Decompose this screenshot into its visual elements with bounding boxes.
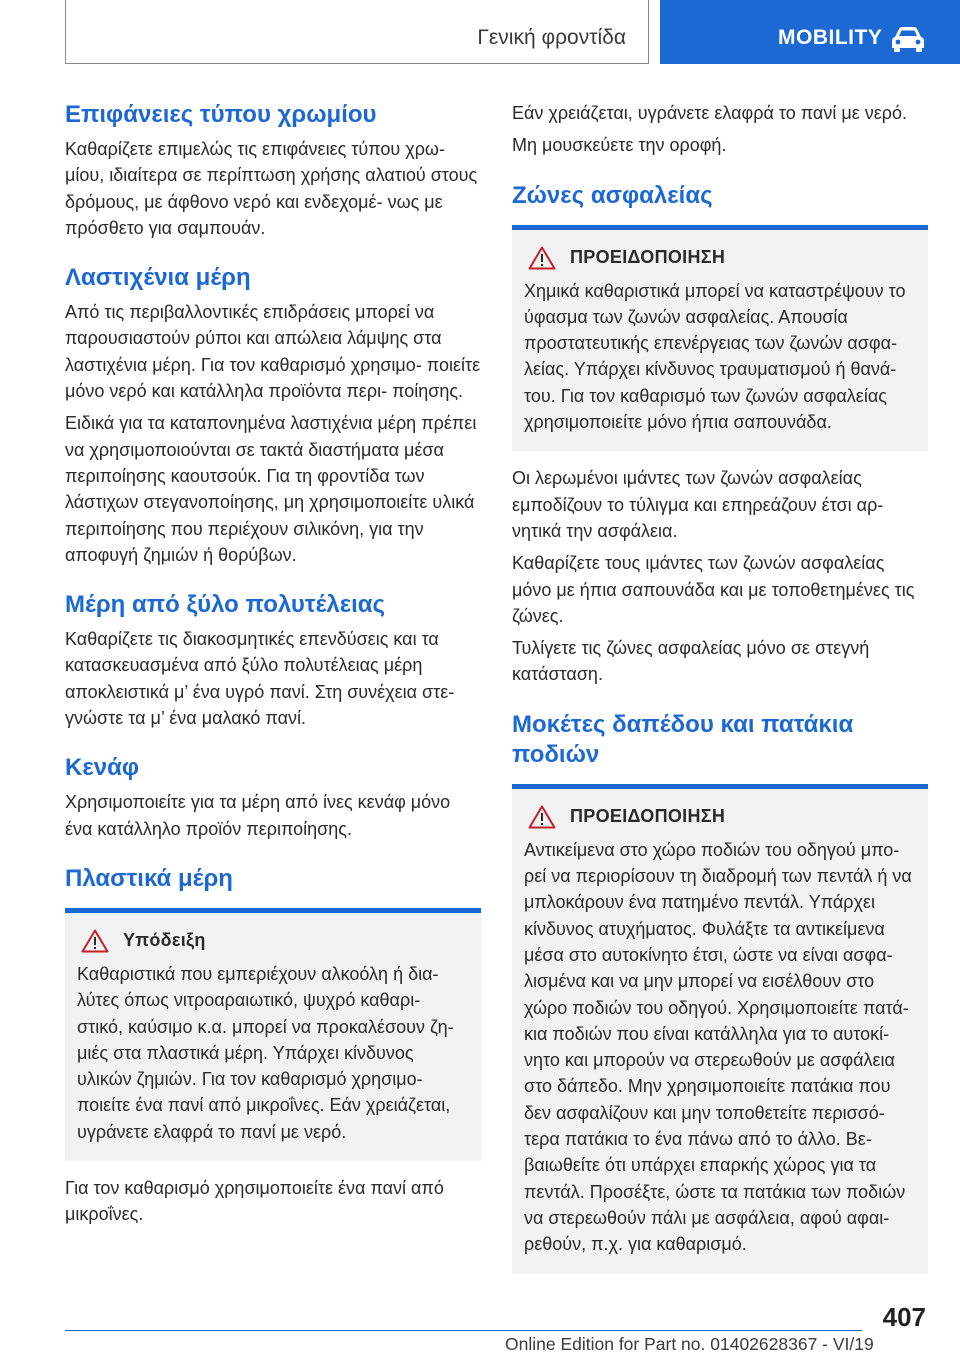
paragraph: Οι λερωμένοι ιμάντες των ζωνών ασφαλείας εμποδίζουν το τύλιγμα και επηρεάζουν έτσι αρ‐ νητικά την ασφάλεια. [512,468,884,541]
page-header [0,0,960,64]
brand-tab [660,0,960,64]
section-title-box [65,0,649,64]
footer-edition-text: Online Edition for Part no. 01402628367 - VI/19 [505,1334,874,1354]
section-title: Γενική φροντίδα [477,26,626,49]
warning-triangle-icon [528,246,556,270]
paragraph: Καθαρίζετε τις διακοσμητικές επενδύσεις και τα κατασκευασμένα από ξύλο πολυτέλειας μέρη αποκλειστικά μ’ ένα υγρό πανί. Στη συνέχεια στε‐ γνώστε τα μ’ ένα μαλακό πανί. [65,629,455,729]
paragraph: Από τις περιβαλλοντικές επιδράσεις μπορεί να παρουσιαστούν ρύποι και απώλεια λάμψης στα λαστιχένια μέρη. Για τον καθαρισμό χρησιμο‐ ποιείτε μόνο νερό και κατάλληλα προϊόντα περι‐ ποίησης. [65,302,481,402]
note-header [77,929,471,953]
heading-seat-belts: Ζώνες ασφαλείας [512,181,713,209]
paragraph: Εάν χρειάζεται, υγράνετε ελαφρά το πανί με νερό. [512,103,907,123]
warning-title: ΠΡΟΕΙΔΟΠΟΙΗΣΗ [570,806,726,827]
left-column [65,100,481,1234]
heading-plastic-parts: Πλαστικά μέρη [65,864,233,892]
footer-divider [65,1330,862,1331]
note-box [65,908,481,1161]
warning-text: Χημικά καθαριστικά μπορεί να καταστρέψουν το ύφασμα των ζωνών ασφαλείας. Απουσία προστατευτικής επενέργειας των ζωνών ασφα‐ λείας. Υπάρχει κίνδυνος τραυματισμού ή θανά‐ του. Για τον καθαρισμό των ζωνών ασφαλείας χρησιμοποιείτε μόνο ήπια σαπουνάδα. [524,280,906,433]
page-number: 407 [882,1302,926,1332]
note-text: Καθαριστικά που εμπεριέχουν αλκοόλη ή δια‐ λύτες όπως νιτροαραιωτικό, ψυχρό καθαρι‐ στικό, καύσιμο κ.α. μπορεί να προκαλέσουν ζη‐ μιές στα πλαστικά μέρη. Υπάρχει κίνδυνος υλικών ζημιών. Για τον καθαρισμό χρησιμο‐ ποιείτε ένα πανί από μικροΐνες. Εάν χρειάζεται, υγράνετε ελαφρά το πανί με νερό. [77,963,454,1142]
paragraph: Για τον καθαρισμό χρησιμοποιείτε ένα πανί από μικροΐνες. [65,1178,444,1225]
warning-text: Αντικείμενα στο χώρο ποδιών του οδηγού μπο‐ ρεί να περιορίσουν τη διαδρομή των πεντάλ ή να μπλοκάρουν ένα πατημένο πεντάλ. Υπάρχει κίνδυνος ατυχήματος. Φυλάξτε τα αντικείμενα μέσα στο αυτοκίνητο έτσι, ώστε να είναι ασφα‐ λισμένα και να μην μπορεί να εισέλθουν στο χώρο ποδιών του οδηγού. Χρησιμοποιείτε πατά‐ κια ποδιών που είναι κατάλληλα για το αυτοκί‐ νητο και μπορούν να στερεωθούν με ασφάλεια στο δάπεδο. Μην χρησιμοποιείτε πατάκια που δεν ασφαλίζουν και μην τοποθετείτε περισσό‐ τερα πατάκια το ένα πάνω από το άλλο. Βε‐ βαιωθείτε ότι υπάρχει επαρκής χώρος για τα πεντάλ. Προσέξτε, ώστε τα πατάκια των ποδιών να στερεωθούν πάλι με ασφάλεια, αφού αφαι‐ ρεθούν, π.χ. για καθαρισμό. [524,839,912,1255]
paragraph: Καθαρίζετε επιμελώς τις επιφάνειες τύπου χρω‐ μίου, ιδιαίτερα σε περίπτωση χρήσης αλατιού στους δρόμους, με άφθονο νερό και ενδεχομέ‐ νως με πρόσθετο για σαμπουάν. [65,139,478,238]
right-column [512,100,928,1288]
paragraph: Μη μουσκεύετε την οροφή. [512,135,727,156]
heading-kenaf: Κενάφ [65,754,139,782]
warning-triangle-icon [528,805,556,829]
paragraph: Ειδικά για τα καταπονημένα λαστιχένια μέρη πρέπει να χρησιμοποιούνται σε τακτά διαστήματα μέσα περιποίησης καουτσούκ. Για τη φροντίδα των λάστιχων στεγανοποίησης, μη χρησιμοποιείτε υλικά περιποίησης που περιέχουν σιλικόνη, για την αποφυγή ζημιών ή θορύβων. [65,413,477,565]
warning-header [524,246,918,270]
note-title: Υπόδειξη [123,930,206,951]
paragraph: Τυλίγετε τις ζώνες ασφαλείας μόνο σε στεγνή κατάσταση. [512,638,870,685]
warning-title: ΠΡΟΕΙΔΟΠΟΙΗΣΗ [570,247,726,268]
brand-label: MOBILITY [778,26,883,49]
paragraph: Καθαρίζετε τους ιμάντες των ζωνών ασφαλείας μόνο με ήπια σαπουνάδα και με τοποθετημένες τις ζώνες. [512,553,915,626]
heading-floor-mats: Μοκέτες δαπέδου και πατάκια ποδιών [512,710,854,768]
warning-header [524,805,918,829]
warning-box [512,784,928,1274]
car-icon [890,26,926,52]
heading-wood-parts: Μέρη από ξύλο πολυτέλειας [65,591,385,619]
heading-chrome-surfaces: Επιφάνειες τύπου χρωμίου [65,101,377,128]
warning-box [512,225,928,452]
warning-triangle-icon [81,929,109,953]
paragraph: Χρησιμοποιείτε για τα μέρη από ίνες κενάφ μόνο ένα κατάλληλο προϊόν περιποίησης. [65,792,451,839]
heading-rubber-parts: Λαστιχένια μέρη [65,264,251,292]
